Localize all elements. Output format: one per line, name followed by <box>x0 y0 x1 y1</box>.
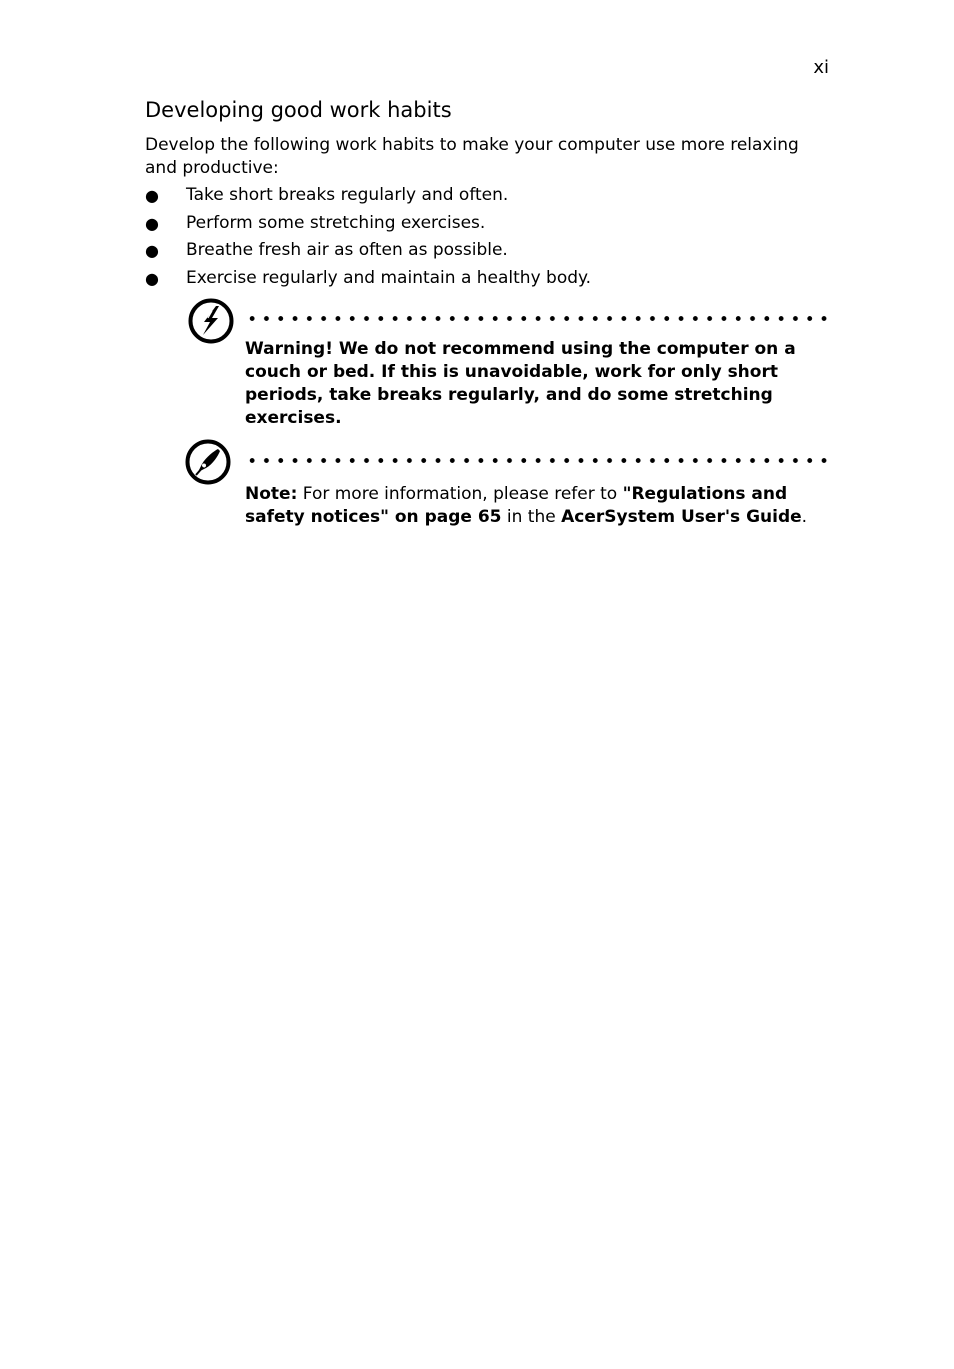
guide-name: AcerSystem User's Guide <box>561 507 802 527</box>
note-text-after: . <box>801 507 808 527</box>
warning-text: Warning! We do not recommend using the computer on a couch or bed. If this is unavoidable, work for only short periods, take breaks regularly, and do some stretching exercises. <box>245 339 796 428</box>
intro-paragraph: Develop the following work habits to make your computer use more relaxing and productive: <box>145 135 799 178</box>
bullet-dot-icon: ● <box>145 241 159 260</box>
list-item-text: Breathe fresh air as often as possible. <box>186 240 508 260</box>
note-dotted-rule <box>245 458 831 463</box>
note-text-before: For more information, please refer to <box>297 484 623 504</box>
bullet-dot-icon: ● <box>145 186 159 205</box>
note-text-middle: in the <box>501 507 562 527</box>
regulations-reference-link[interactable]: "Regulations and safety notices" on page 65 <box>245 484 788 527</box>
warning-lightning-icon <box>187 297 235 345</box>
section-heading: Developing good work habits <box>145 98 452 122</box>
note-pen-icon <box>184 438 232 486</box>
list-item <box>145 212 835 240</box>
bullet-dot-icon: ● <box>145 213 159 233</box>
list-item <box>145 184 835 212</box>
note-label: Note: <box>245 484 298 504</box>
list-item-text: Exercise regularly and maintain a healthy body. <box>186 267 592 288</box>
work-habits-list <box>145 184 835 294</box>
list-item <box>145 267 835 295</box>
list-item-text: Take short breaks regularly and often. <box>186 185 509 205</box>
bullet-dot-icon: ● <box>145 268 159 288</box>
page-number: xi <box>813 57 829 78</box>
warning-dotted-rule <box>245 316 831 321</box>
list-item <box>145 239 835 267</box>
list-item-text: Perform some stretching exercises. <box>186 212 486 233</box>
note-text <box>245 483 825 529</box>
